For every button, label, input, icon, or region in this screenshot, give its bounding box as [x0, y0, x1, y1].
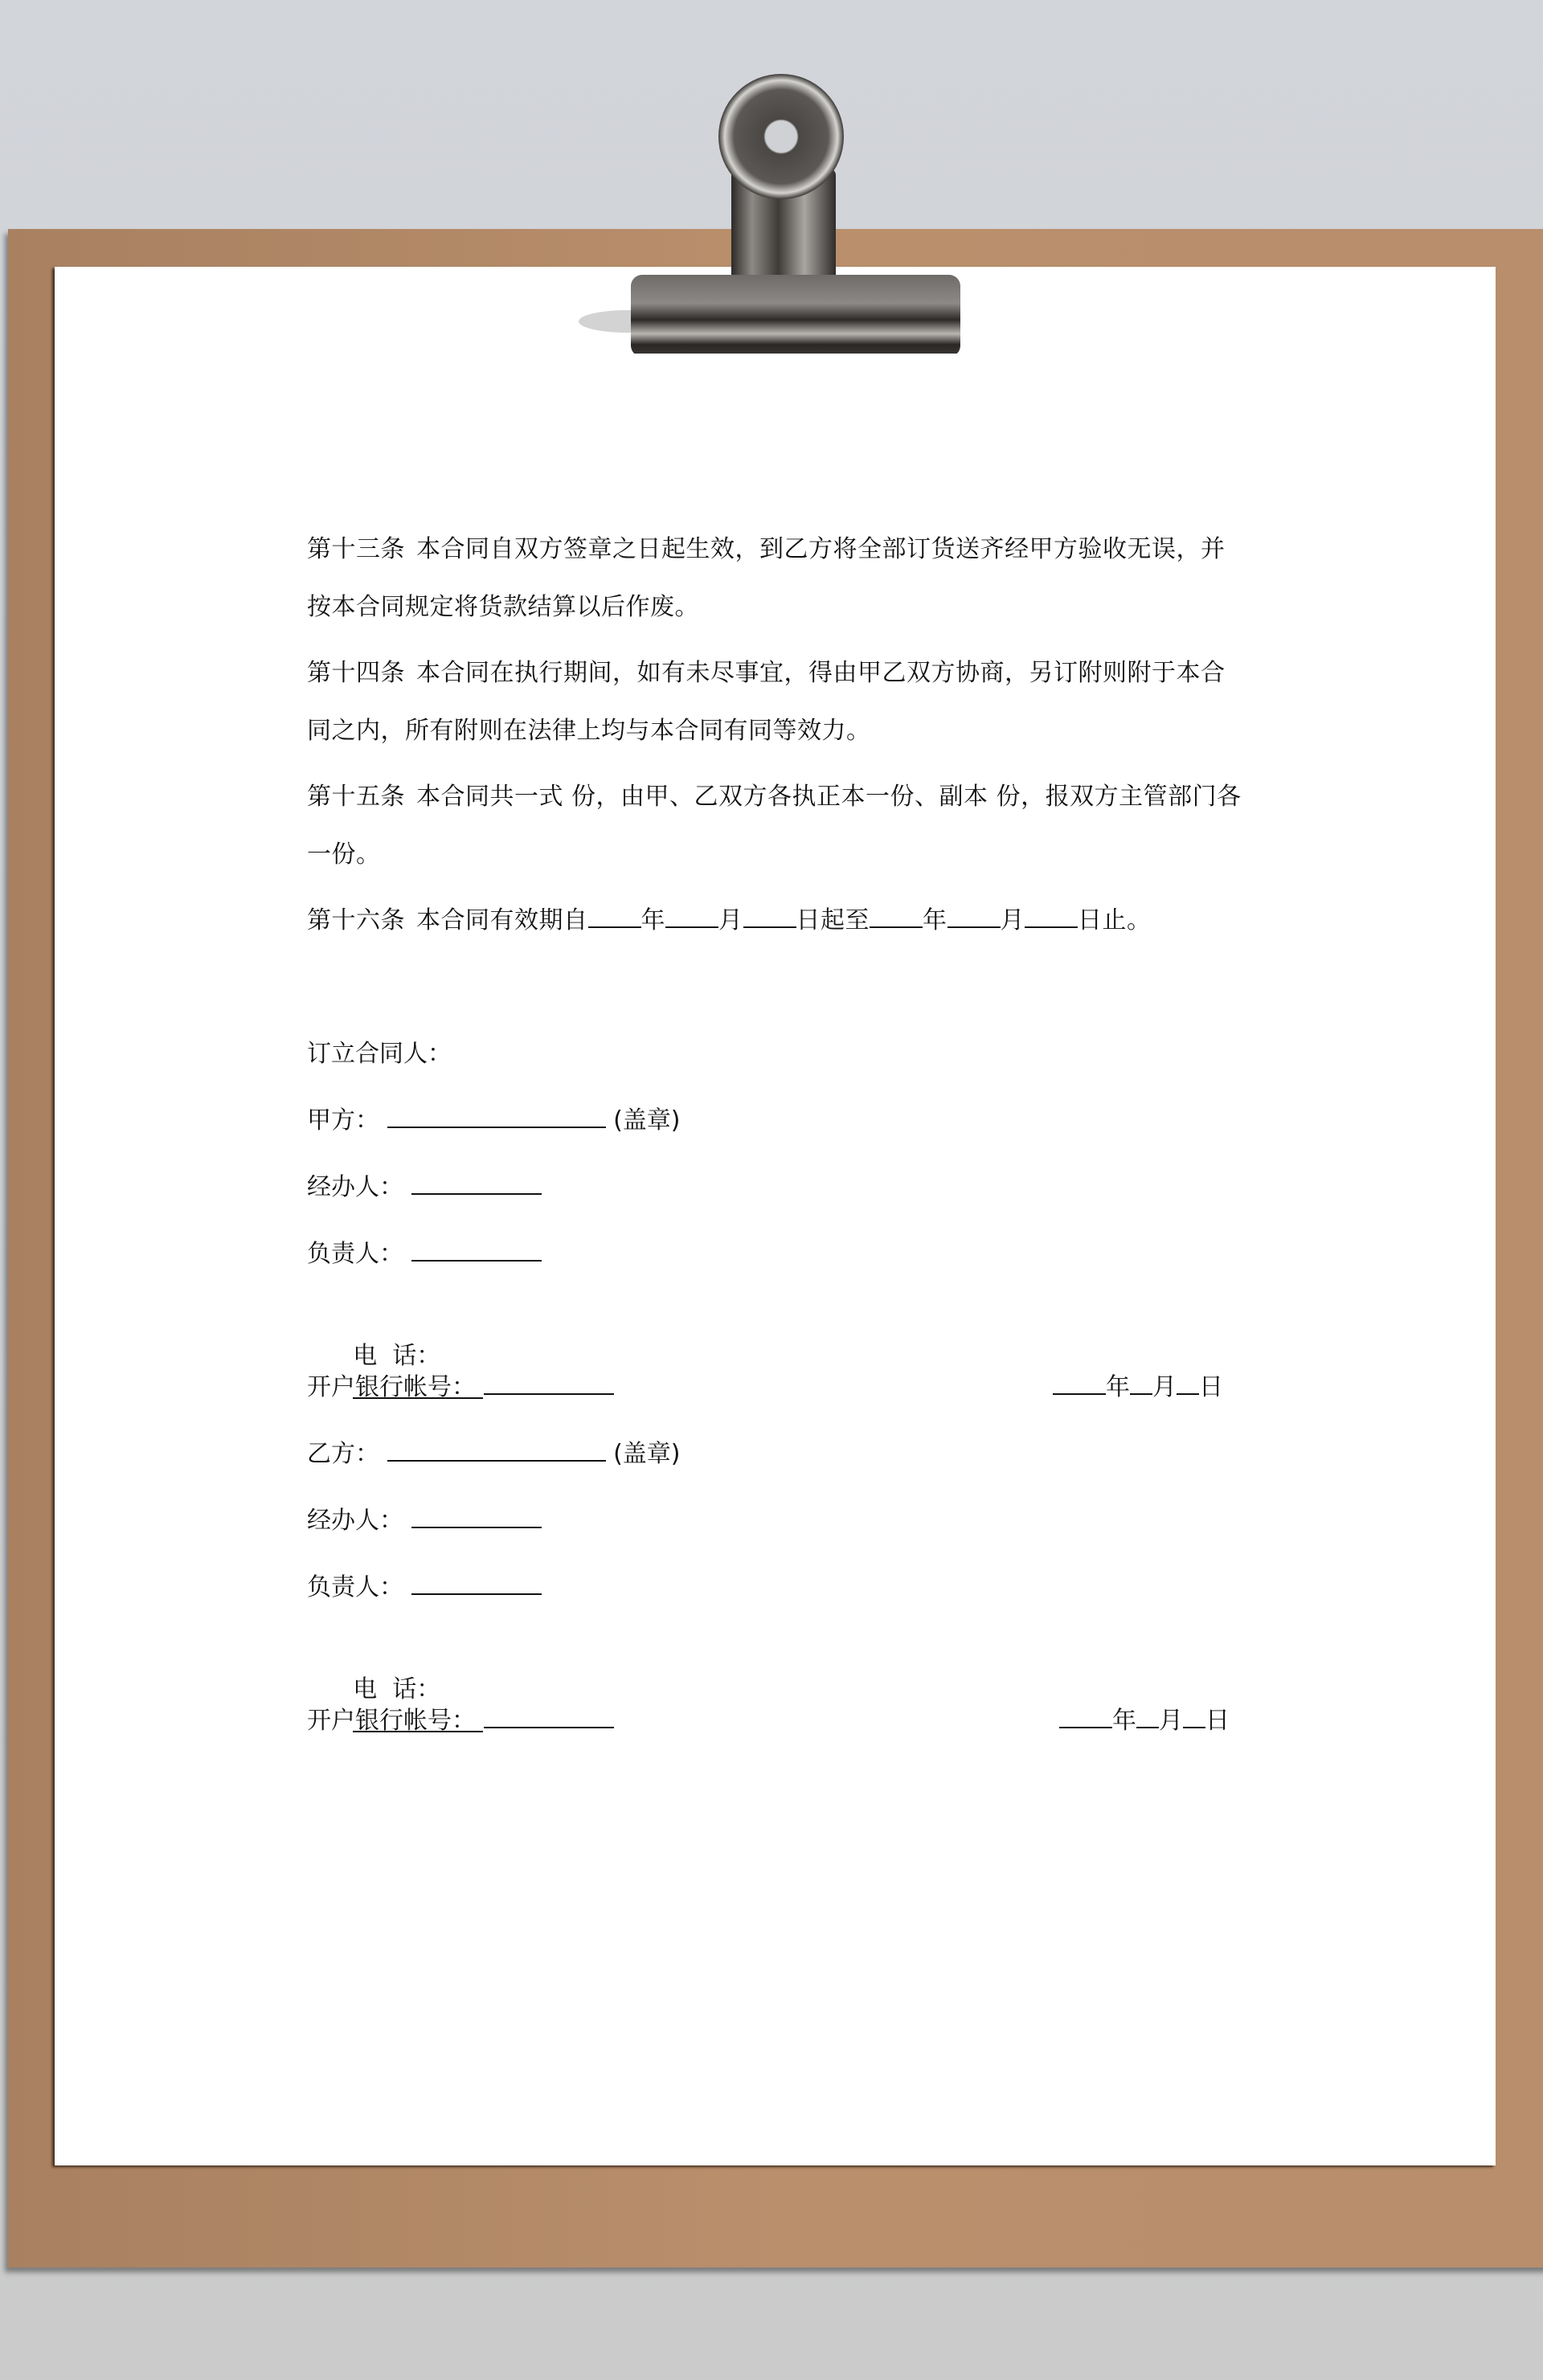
- party-b-manager-row: [307, 1570, 1247, 1637]
- phone-label: 电 话：: [353, 1675, 441, 1703]
- party-b-name-field[interactable]: [387, 1439, 606, 1462]
- start-year-blank[interactable]: [588, 906, 641, 928]
- phone-label: 电 话：: [353, 1342, 441, 1370]
- party-b-label: 乙方：: [307, 1440, 379, 1468]
- party-b-date: [1059, 1703, 1230, 1739]
- month-label: 月: [718, 906, 743, 934]
- handler-label: 经办人：: [307, 1507, 403, 1535]
- clause-text: 本合同有效期自: [416, 906, 588, 934]
- date-month-blank[interactable]: [1130, 1372, 1152, 1395]
- date-year-blank[interactable]: [1059, 1706, 1112, 1728]
- end-day-blank[interactable]: [1025, 906, 1078, 928]
- contract-body: [307, 521, 1247, 1770]
- manager-label: 负责人：: [307, 1240, 403, 1268]
- start-day-blank[interactable]: [743, 906, 796, 928]
- date-day-blank[interactable]: [1183, 1706, 1205, 1728]
- party-a-date: [1053, 1370, 1223, 1405]
- party-b-bank-row: [307, 1703, 1247, 1770]
- party-a-phone-row: [307, 1303, 1247, 1370]
- party-a-handler-row: [307, 1170, 1247, 1237]
- clause-text: 本合同在执行期间，如有未尽事宜，得由甲乙双方协商，另订附则附于本合同之内，所有附则在法律上均与本合同有同等效力。: [307, 659, 1226, 745]
- start-month-blank[interactable]: [665, 906, 718, 928]
- signatories-section: [307, 1037, 1247, 1770]
- month-label: 月: [1159, 1707, 1183, 1735]
- party-a-row: [307, 1103, 1247, 1170]
- year-label: 年: [641, 906, 665, 934]
- party-b-phone-row: [307, 1637, 1247, 1703]
- clause-number: 第十三条: [307, 535, 405, 563]
- clause-text: 本合同共一式 份，由甲、乙双方各执正本一份、副本 份，报双方主管部门各一份。: [307, 783, 1242, 869]
- party-b-manager-field[interactable]: [411, 1572, 542, 1595]
- year-label: 年: [1112, 1707, 1136, 1735]
- clause-text: 本合同自双方签章之日起生效，到乙方将全部订货送齐经甲方验收无误，并按本合同规定将货款结算以后作废。: [307, 535, 1226, 621]
- clause-number: 第十六条: [307, 906, 405, 934]
- clause-13: [307, 521, 1247, 636]
- party-a-handler-field[interactable]: [411, 1172, 542, 1195]
- manager-label: 负责人：: [307, 1573, 403, 1601]
- clause-15: [307, 768, 1247, 884]
- end-month-blank[interactable]: [947, 906, 1001, 928]
- bank-label: 开户银行帐号：: [307, 1373, 476, 1401]
- year-label: 年: [923, 906, 947, 934]
- date-year-blank[interactable]: [1053, 1372, 1106, 1395]
- party-b-handler-row: [307, 1503, 1247, 1570]
- party-a-manager-row: [307, 1237, 1247, 1303]
- date-month-blank[interactable]: [1136, 1706, 1159, 1728]
- day-label: 日: [1205, 1707, 1230, 1735]
- handler-label: 经办人：: [307, 1173, 403, 1201]
- signatories-heading: 订立合同人：: [307, 1040, 452, 1068]
- party-a-name-field[interactable]: [387, 1106, 606, 1128]
- clause-number: 第十五条: [307, 783, 405, 811]
- month-label: 月: [1000, 906, 1025, 934]
- party-a-label: 甲方：: [307, 1106, 379, 1135]
- clause-number: 第十四条: [307, 659, 405, 687]
- day-label: 日起至: [796, 906, 870, 934]
- day-label: 日止。: [1078, 906, 1152, 934]
- date-day-blank[interactable]: [1177, 1372, 1199, 1395]
- clause-16: [307, 892, 1247, 950]
- seal-label: (盖章): [613, 1440, 681, 1468]
- seal-label: (盖章): [613, 1106, 681, 1135]
- end-year-blank[interactable]: [870, 906, 923, 928]
- year-label: 年: [1106, 1373, 1130, 1401]
- clause-14: [307, 644, 1247, 760]
- party-b-row: [307, 1437, 1247, 1503]
- day-label: 日: [1199, 1373, 1223, 1401]
- month-label: 月: [1152, 1373, 1177, 1401]
- party-a-bank-field[interactable]: [484, 1372, 614, 1395]
- binder-clip-icon: [579, 48, 964, 354]
- party-a-manager-field[interactable]: [411, 1239, 542, 1262]
- bank-label: 开户银行帐号：: [307, 1707, 476, 1735]
- party-b-bank-field[interactable]: [484, 1706, 614, 1728]
- party-a-bank-row: [307, 1370, 1247, 1437]
- party-b-handler-field[interactable]: [411, 1506, 542, 1528]
